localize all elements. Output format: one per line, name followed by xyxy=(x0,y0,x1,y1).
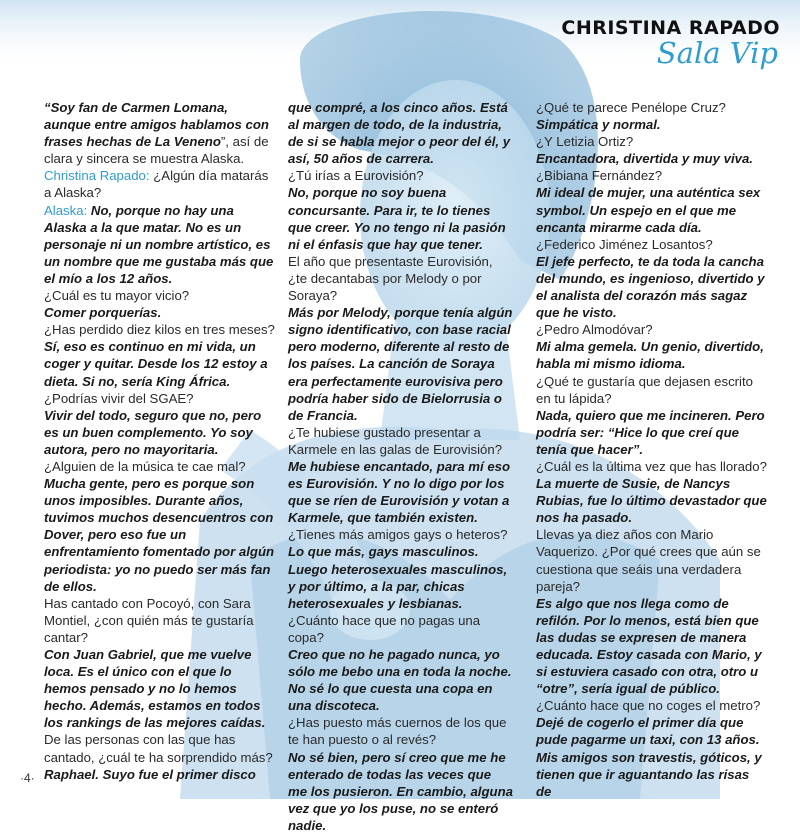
paragraph xyxy=(536,133,768,150)
answer-text: No, porque no soy buena concursante. Para ir, te lo tienes que creer. Yo no tengo ni la pasión ni el énfasis que hay que tener. xyxy=(288,185,506,252)
answer-text: Me hubiese encantado, para mí eso es Eurovisión. Y no lo digo por los que se ríen de Eurovisión y votan a Karmele, que también existen. xyxy=(288,458,511,526)
answer-text: Creo que no he pagado nunca, yo sólo me bebo una en toda la noche. No sé lo que cuesta una copa en una discoteca. xyxy=(288,647,512,714)
question-text: ¿Tú irías a Eurovisión? xyxy=(288,168,424,184)
paragraph xyxy=(288,543,513,611)
answer-text: Raphael. Suyo fue el primer disco xyxy=(44,766,256,782)
paragraph xyxy=(288,749,513,834)
answer-text: Mucha gente, pero es porque son unos imposibles. Durante años, tuvimos muchos desencuentros con Dover, pero eso fue un enfrentamiento fomentado por algún periodista: yo no puedo ser más fan de ellos. xyxy=(44,476,275,594)
paragraph xyxy=(288,304,513,424)
answer-text: Comer porquerías. xyxy=(44,305,162,321)
answer-text: Lo que más, gays masculinos. Luego heterosexuales masculinos, y por último, a la par, chicas heterosexuales y lesbianas. xyxy=(288,544,508,611)
paragraph xyxy=(536,150,768,167)
answer-text: que compré, a los cinco años. Está al margen de todo, de la industria, de si se habla mejor o peor del él, y así, 50 años de carrera. xyxy=(288,100,511,167)
question-text: ¿Federico Jiménez Losantos? xyxy=(536,236,713,252)
paragraph xyxy=(44,287,277,304)
question-text: ¿Tienes más amigos gays o heteros? xyxy=(288,527,508,543)
answer-text: Simpática y normal. xyxy=(536,117,661,133)
answer-text: Nada, quiero que me incineren. Pero podría ser: “Hice lo que creí que tenía que hacer”. xyxy=(536,407,765,457)
paragraph xyxy=(288,714,513,748)
question-text: ¿Pedro Almodóvar? xyxy=(536,322,653,338)
question-text: ¿Algún día matarás a Alaska? xyxy=(44,168,269,201)
article-column-1 xyxy=(44,99,277,783)
speaker-label: Christina Rapado: xyxy=(44,168,150,184)
answer-text: Con Juan Gabriel, que me vuelve loca. Es el único con el que lo hemos pensado y no lo hemos hecho. Además, estamos en todos los rankings de las mejores caídas. xyxy=(44,647,266,731)
paragraph xyxy=(44,390,277,407)
paragraph xyxy=(44,202,277,287)
question-text: ¿Cuánto hace que no coges el metro? xyxy=(536,698,761,714)
paragraph xyxy=(288,424,513,458)
paragraph xyxy=(288,612,513,646)
question-text: ¿Te hubiese gustado presentar a Karmele en las galas de Eurovisión? xyxy=(288,424,503,457)
paragraph xyxy=(288,458,513,526)
paragraph xyxy=(44,321,277,338)
answer-text: Encantadora, divertida y muy viva. xyxy=(536,151,753,167)
paragraph xyxy=(288,184,513,252)
question-text: ¿Cuál es tu mayor vicio? xyxy=(44,288,190,304)
paragraph xyxy=(536,338,768,372)
question-text: ¿Qué te parece Penélope Cruz? xyxy=(536,100,726,115)
question-text: ¿Alguien de la música te cae mal? xyxy=(44,458,246,474)
answer-text: Es algo que nos llega como de refilón. Por lo menos, está bien que las dudas se expresen de manera educada. Estoy casada con Mario, y si estuviera casado con otra, otro u “otre”, sería igual de público. xyxy=(536,595,762,697)
paragraph xyxy=(536,236,768,253)
answer-text: La muerte de Susie, de Nancys Rubias, fue lo último devastador que nos ha pasado. xyxy=(536,476,767,526)
answer-text: No, porque no hay una Alaska a la que matar. No es un personaje ni un nombre artístico, es un nombre que me gustaba más que el mío a los 12 años. xyxy=(44,202,274,286)
paragraph xyxy=(536,253,768,321)
paragraph xyxy=(536,407,768,458)
paragraph xyxy=(288,526,513,543)
paragraph xyxy=(536,116,768,133)
answer-text: Dejé de cogerlo el primer día que pude pagarme un taxi, con 13 años. Mis amigos son travestis, góticos, y tienen que ir aguantando las risas de xyxy=(536,715,762,799)
paragraph xyxy=(536,697,768,714)
paragraph xyxy=(44,99,277,167)
question-text: ¿Y Letizia Ortiz? xyxy=(536,134,634,150)
paragraph xyxy=(536,526,768,594)
answer-text: Vivir del todo, seguro que no, pero es un buen complemento. Yo soy autora, pero no mayoritaria. xyxy=(44,407,262,457)
question-text: ¿Has puesto más cuernos de los que te han puesto o al revés? xyxy=(288,715,507,748)
answer-text: El jefe perfecto, te da toda la cancha del mundo, es ingenioso, divertido y el analista del corazón más sagaz que he visto. xyxy=(536,253,765,321)
paragraph xyxy=(288,646,513,714)
paragraph xyxy=(536,714,768,799)
question-text: ¿Has perdido diez kilos en tres meses? xyxy=(44,322,275,338)
question-text: El año que presentaste Eurovisión, ¿te decantabas por Melody o por Soraya? xyxy=(288,253,493,304)
paragraph xyxy=(44,766,277,783)
paragraph xyxy=(44,595,277,646)
paragraph xyxy=(536,184,768,235)
paragraph xyxy=(536,475,768,526)
question-text: ¿Podrías vivir del SGAE? xyxy=(44,390,194,406)
paragraph xyxy=(536,595,768,698)
question-text: ”, así de clara y sincera se muestra Alaska. xyxy=(44,134,269,167)
paragraph xyxy=(288,167,513,184)
article-column-2 xyxy=(288,99,513,834)
paragraph xyxy=(44,458,277,475)
answer-text: Mi alma gemela. Un genio, divertido, habla mi mismo idioma. xyxy=(536,339,764,372)
answer-text: Más por Melody, porque tenía algún signo identificativo, con base racial pero moderno, diferente al resto de los países. La canción de Soraya era perfectamente eurovisiva pero podría haber sido de Bielorrusia o de Francia. xyxy=(288,305,513,423)
paragraph xyxy=(44,167,277,201)
answer-text: Mi ideal de mujer, una auténtica sex symbol. Un espejo en el que me encanta mirarme cada día. xyxy=(536,185,761,235)
question-text: ¿Bibiana Fernández? xyxy=(536,168,663,184)
speaker-label: Alaska: xyxy=(44,202,88,218)
article-column-3 xyxy=(536,99,768,800)
paragraph xyxy=(536,167,768,184)
celebrity-name: CHRISTINA RAPADO xyxy=(561,17,780,39)
paragraph xyxy=(536,321,768,338)
paragraph xyxy=(536,99,768,116)
question-text: Llevas ya diez años con Mario Vaquerizo. ¿Por qué crees que aún se cuestiona que seáis una verdadera pareja? xyxy=(536,527,761,594)
paragraph xyxy=(44,304,277,321)
paragraph xyxy=(44,338,277,389)
paragraph xyxy=(536,458,768,475)
paragraph xyxy=(44,475,277,595)
question-text: ¿Cuál es la última vez que has llorado? xyxy=(536,458,767,474)
answer-text: Sí, eso es continuo en mi vida, un coger y quitar. Desde los 12 estoy a dieta. Si no, sería King África. xyxy=(44,339,268,389)
paragraph xyxy=(44,646,277,731)
answer-text: No sé bien, pero sí creo que me he enterado de todas las veces que me los pusieron. En cambio, alguna vez que yo los puse, no se enteró nadie. xyxy=(288,749,513,833)
paragraph xyxy=(44,407,277,458)
paragraph xyxy=(536,373,768,407)
paragraph xyxy=(44,731,277,765)
paragraph xyxy=(288,253,513,304)
question-text: ¿Cuánto hace que no pagas una copa? xyxy=(288,612,481,645)
question-text: Has cantado con Pocoyó, con Sara Montiel, ¿con quién más te gustaría cantar? xyxy=(44,595,254,645)
question-text: ¿Qué te gustaría que dejasen escrito en tu lápida? xyxy=(536,373,753,406)
paragraph xyxy=(288,99,513,167)
question-text: De las personas con las que has cantado, ¿cuál te ha sorprendido más? xyxy=(44,732,273,765)
page-number: ·4· xyxy=(20,771,35,785)
section-title: Sala Vip xyxy=(656,36,778,70)
answer-text: “Soy fan de Carmen Lomana, aunque entre amigos hablamos con frases hechas de La Veneno xyxy=(44,100,269,150)
page-header xyxy=(561,18,780,68)
